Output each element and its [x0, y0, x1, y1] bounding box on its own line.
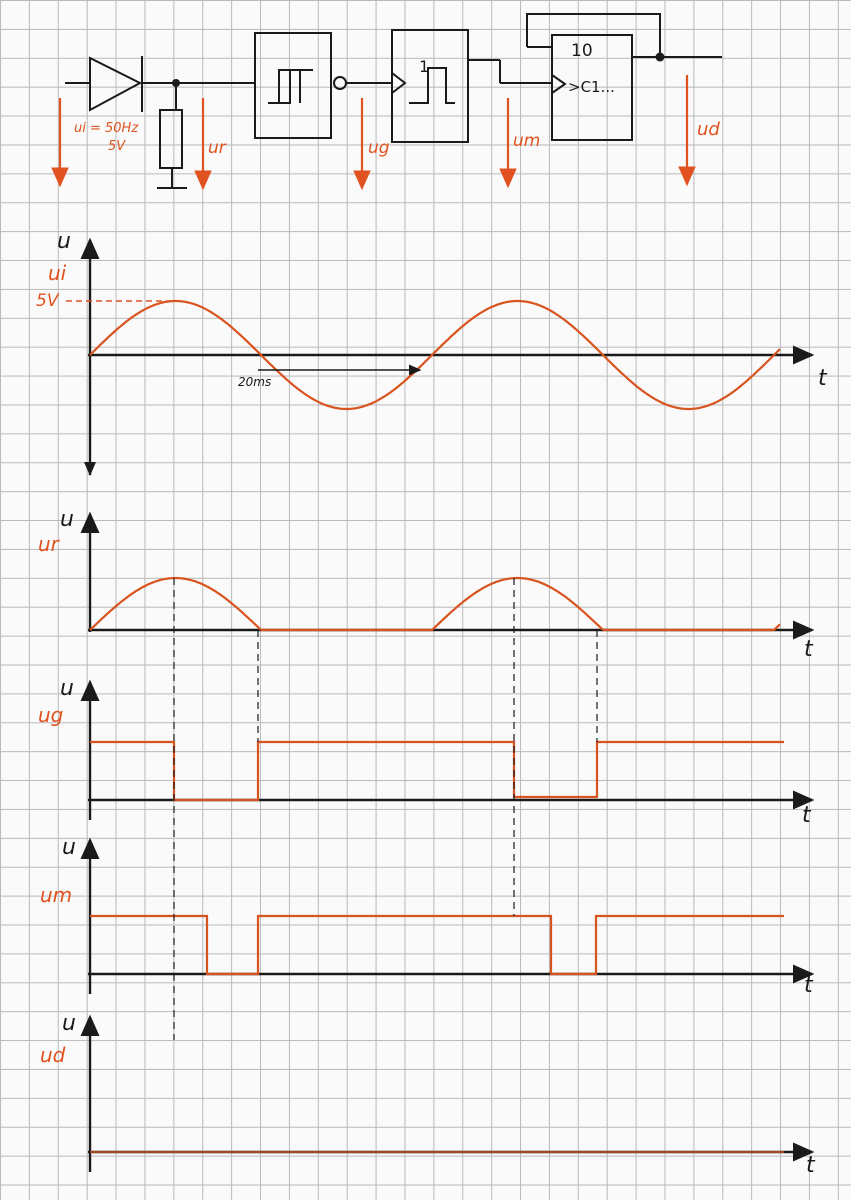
plot-um: [40, 835, 814, 998]
input-amplitude-label: 5V: [108, 139, 126, 154]
ur-signal-label: ur: [38, 532, 59, 556]
counter-block: [527, 14, 722, 140]
ui-amplitude-label: 5V: [36, 291, 59, 311]
plot-ur: [38, 507, 814, 662]
ur-axis-u-label: u: [60, 507, 74, 532]
counter-clock-label: >C1...: [568, 78, 615, 96]
voltage-arrow-labels: [74, 119, 720, 158]
ug-axis-u-label: u: [60, 676, 74, 701]
ur-axis-t-label: t: [804, 637, 813, 662]
ud-signal-label: ud: [40, 1043, 66, 1067]
ud-axis-t-label: t: [806, 1153, 815, 1178]
diode-symbol: [65, 56, 255, 112]
ud-axis-u-label: u: [62, 1011, 76, 1036]
ug-axis-t-label: t: [802, 803, 811, 828]
ur-arrow-label: ur: [208, 138, 226, 158]
ud-arrow-label: ud: [697, 119, 720, 140]
plot-ug: [38, 676, 812, 828]
monoflop-label: 1: [419, 57, 430, 76]
schmitt-trigger-block: [255, 33, 392, 138]
um-pulse-wave: [90, 916, 784, 974]
ui-u-axis-bottom-arrow: [84, 462, 96, 476]
ui-period-label: 20ms: [238, 375, 272, 389]
ur-halfwave-curve: [90, 578, 780, 630]
ug-signal-label: ug: [38, 703, 64, 727]
counter-top-label: 10: [571, 41, 593, 61]
circuit-schematic: [65, 14, 722, 188]
ui-axis-t-label: t: [818, 366, 827, 391]
resistor-symbol: [157, 80, 187, 188]
um-arrow-label: um: [513, 131, 541, 151]
plot-ui: [36, 229, 828, 476]
alignment-guides: [174, 578, 597, 1040]
um-signal-label: um: [40, 883, 73, 907]
um-axis-u-label: u: [62, 835, 76, 860]
ug-square-wave: [90, 742, 784, 800]
input-label: ui = 50Hz: [74, 121, 139, 136]
plot-ud: [40, 1011, 816, 1178]
circuit-labels: [419, 41, 615, 96]
um-axis-t-label: t: [804, 973, 813, 998]
ui-signal-label: ui: [48, 261, 67, 285]
ug-arrow-label: ug: [368, 138, 390, 158]
ui-axis-u-label: u: [57, 229, 71, 254]
